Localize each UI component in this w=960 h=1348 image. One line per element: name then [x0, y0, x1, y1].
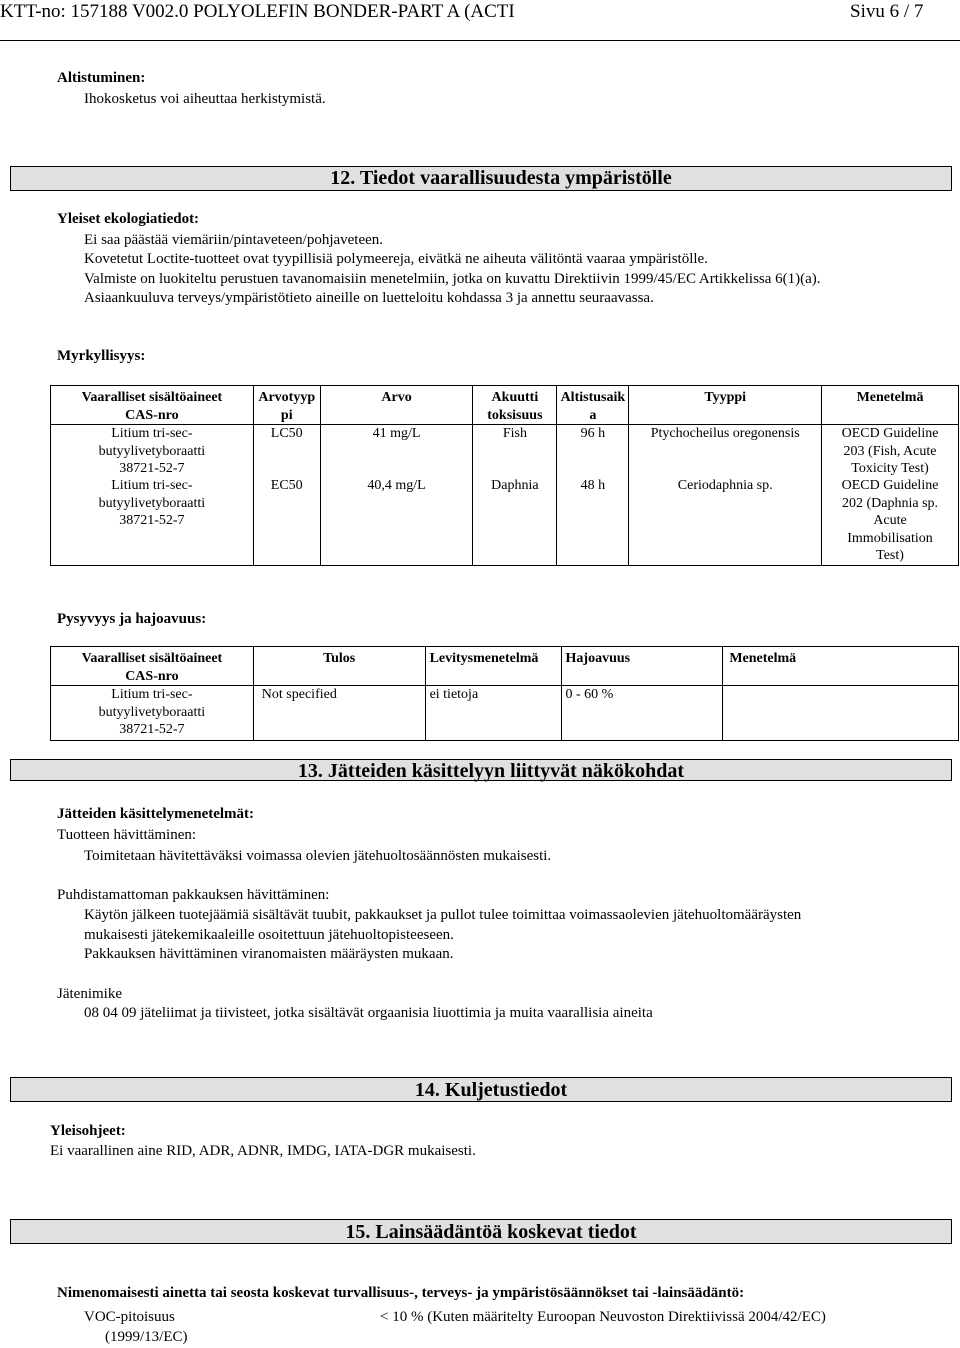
method-line: OECD Guideline: [841, 478, 939, 493]
ecology-general-title: Yleiset ekologiatiedot:: [57, 211, 200, 227]
distribution-method: ei tietoja: [429, 687, 479, 702]
cas-number: 38721-52-7: [119, 461, 185, 476]
voc-label-directive: (1999/13/EC): [105, 1329, 188, 1345]
method-line: Acute: [873, 513, 907, 528]
exposure-time: 48 h: [580, 478, 606, 493]
waste-code-label: Jätenimike: [57, 986, 122, 1002]
value-type: LC50: [270, 426, 303, 441]
th-cas: CAS-nro: [125, 407, 179, 423]
th-species: Tyyppi: [704, 390, 747, 405]
regulations-title: Nimenomaisesti ainetta tai seosta koskevat turvallisuus-, terveys- ja ympäristösäännökset tai -lainsäädäntö:: [57, 1285, 745, 1301]
ecology-line-2: Kovetetut Loctite-tuotteet ovat tyypillisiä polymeereja, eivätkä ne aiheuta välitöntä vaaraa ympäristölle.: [84, 251, 708, 267]
value: 40,4 mg/L: [367, 478, 426, 493]
th-exposure-time-2: a: [589, 407, 597, 423]
substance-name-1: Litium tri-sec-: [111, 426, 193, 441]
th-value-type-1: Arvotyyp: [258, 390, 316, 405]
document-id: KTT-no: 157188 V002.0 POLYOLEFIN BONDER-PART A (ACTI: [0, 1, 515, 22]
method-line: 202 (Daphnia sp.: [842, 495, 939, 511]
voc-label: VOC-pitoisuus: [84, 1309, 175, 1325]
th-substance: Vaaralliset sisältöaineet: [81, 390, 223, 405]
waste-code-text: 08 04 09 jäteliimat ja tiivisteet, jotka sisältävät orgaanisia liuottimia ja muita vaarallisia aineita: [84, 1005, 653, 1021]
section-15-title: 15. Lainsäädäntöä koskevat tiedot: [345, 1221, 637, 1243]
th-substance: Vaaralliset sisältöaineet: [81, 651, 223, 666]
method-line: OECD Guideline: [841, 426, 939, 441]
method-line: Test): [876, 548, 904, 563]
toxicity-data-row: [51, 425, 959, 566]
table-row: [51, 425, 253, 477]
section-12-title: 12. Tiedot vaarallisuudesta ympäristölle: [330, 167, 672, 189]
value: 41 mg/L: [372, 426, 421, 441]
section-13-title: 13. Jätteiden käsittelyyn liittyvät näkökohdat: [297, 760, 685, 782]
cas-number: 38721-52-7: [119, 513, 185, 528]
section-15-header: [10, 1219, 952, 1244]
method-line: 203 (Fish, Acute: [843, 443, 937, 459]
acute-organism: Daphnia: [491, 478, 539, 493]
method: [822, 477, 958, 565]
th-result: Tulos: [323, 651, 356, 666]
species: Ptychocheilus oregonensis: [650, 426, 800, 441]
package-line-3: Pakkauksen hävittäminen viranomaisten määräysten mukaan.: [84, 946, 454, 962]
header-divider: [0, 40, 960, 41]
substance-name-2: butyylivetyboraatti: [98, 443, 206, 459]
th-method: Menetelmä: [729, 651, 797, 666]
degradation: 0 - 60 %: [565, 687, 614, 702]
substance-name-2: butyylivetyboraatti: [98, 495, 206, 511]
acute-organism: Fish: [502, 426, 527, 441]
ecology-line-1: Ei saa päästää viemäriin/pintaveteen/pohjaveteen.: [84, 232, 384, 248]
th-distribution-method: Levitysmenetelmä: [429, 651, 539, 666]
voc-value: < 10 % (Kuten määritelty Euroopan Neuvoston Direktiivissä 2004/42/EC): [380, 1309, 826, 1325]
toxicity-table: [50, 385, 959, 566]
th-value: Arvo: [381, 390, 412, 405]
disposal-text: Toimitetaan hävitettäväksi voimassa olevien jätehuoltosäännösten mukaisesti.: [84, 848, 552, 864]
transport-general-text: Ei vaarallinen aine RID, ADR, ADNR, IMDG, IATA-DGR mukaisesti.: [50, 1143, 476, 1159]
th-acute-2: toksisuus: [487, 407, 543, 423]
persistence-header-row: [51, 647, 959, 686]
waste-methods-title: Jätteiden käsittelymenetelmät:: [57, 806, 255, 822]
th-cas: CAS-nro: [125, 668, 179, 684]
table-row: [51, 477, 253, 530]
persistence-title: Pysyvyys ja hajoavuus:: [57, 611, 207, 627]
toxicity-title: Myrkyllisyys:: [57, 348, 146, 364]
section-14-header: [10, 1077, 952, 1102]
package-line-1: Käytön jälkeen tuotejäämiä sisältävät tuubit, pakkaukset ja pullot tulee toimittaa voimassaolevien jätehuoltomääräysten: [84, 907, 802, 923]
transport-general-title: Yleisohjeet:: [50, 1123, 126, 1139]
disposal-label: Tuotteen hävittäminen:: [57, 827, 197, 843]
substance-name-1: Litium tri-sec-: [111, 478, 193, 493]
section-13-header: [10, 759, 952, 781]
th-acute-1: Akuutti: [491, 390, 539, 405]
package-label: Puhdistamattoman pakkauksen hävittäminen:: [57, 887, 330, 903]
species: Ceriodaphnia sp.: [677, 478, 773, 493]
th-method: Menetelmä: [856, 390, 924, 405]
exposure-text: Ihokosketus voi aiheuttaa herkistymistä.: [84, 91, 326, 107]
exposure-time: 96 h: [580, 426, 606, 441]
value-type: EC50: [270, 478, 303, 493]
cas-number: 38721-52-7: [119, 722, 185, 737]
th-degradation: Hajoavuus: [565, 651, 631, 666]
method: [822, 425, 958, 477]
substance-name-2: butyylivetyboraatti: [98, 704, 206, 720]
ecology-line-3: Valmiste on luokiteltu perustuen tavanomaisiin menetelmiin, jotka on kuvattu Direktiivin 1999/45/EC Artikkelissa 6(1)(a).: [84, 271, 821, 287]
method-line: Toxicity Test): [851, 461, 929, 476]
substance-name-1: Litium tri-sec-: [111, 687, 193, 702]
page-number: Sivu 6 / 7: [850, 1, 924, 22]
method-line: Immobilisation: [847, 530, 933, 546]
table-row: [51, 686, 959, 741]
exposure-title: Altistuminen:: [57, 70, 146, 86]
result: Not specified: [261, 687, 337, 702]
th-value-type-2: pi: [280, 407, 293, 423]
section-12-header: [10, 166, 952, 191]
ecology-line-4: Asiaankuuluva terveys/ympäristötieto aineille on luetteloitu kohdassa 3 ja annettu seuraavassa.: [84, 290, 654, 306]
persistence-table: [50, 646, 959, 741]
toxicity-header-row: [51, 386, 959, 425]
th-exposure-time-1: Altistusaik: [560, 390, 626, 405]
section-14-title: 14. Kuljetustiedot: [414, 1079, 568, 1101]
package-line-2: mukaisesti jätekemikaaleille osoitettuun jätehuoltopisteeseen.: [84, 927, 454, 943]
